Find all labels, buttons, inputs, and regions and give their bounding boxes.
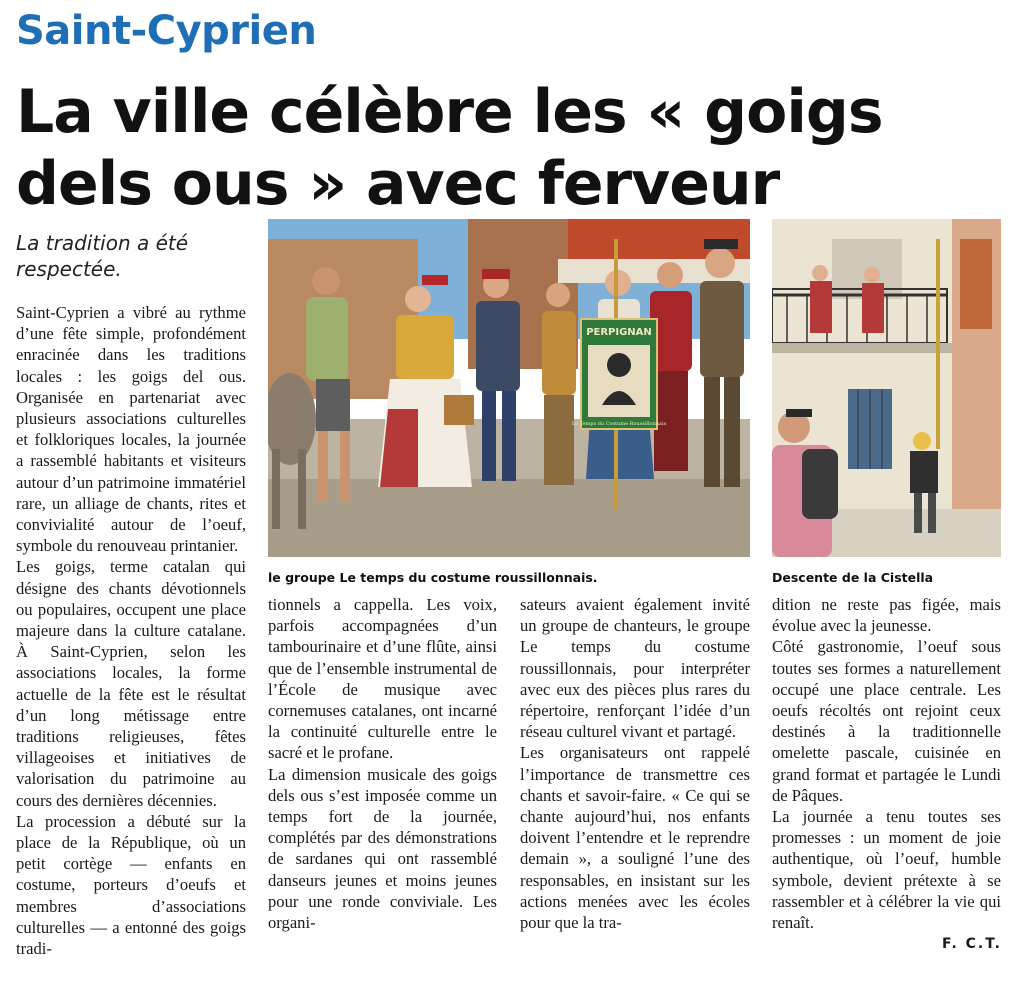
- body-column-2: [268, 594, 497, 933]
- body-column-1: [16, 302, 246, 959]
- paragraph: La procession a débuté sur la place de la République, où un petit cortège — enfants en costume, porteurs d’oeufs et membres d’associations culturelles — a entonné des goigs tradi-: [16, 811, 246, 959]
- article-headline: La ville célèbre les « goigs dels ous » avec ferveur: [16, 77, 883, 219]
- banner-title: PERPIGNAN: [586, 327, 652, 338]
- paragraph: Les organisateurs ont rappelé l’importance de transmettre ces chants et savoir-faire. « Ce qui se chante aujourd’hui, nos enfants doivent l’entendre et le reprendre demain », a souligné l’une des responsables, en insistant sur les actions menées avec les écoles pour que la tra-: [520, 743, 750, 933]
- paragraph: tionnels a cappella. Les voix, parfois accompagnées d’un tambourinaire et d’une flûte, ainsi que de l’ensemble instrumental de l’École de musique avec cornemuses catalanes, ont incarné la continuité culturelle entre le sacré et le profane.: [268, 595, 497, 763]
- cistella-photo-caption: Descente de la Cistella: [772, 570, 934, 585]
- paragraph: Saint-Cyprien a vibré au rythme d’une fête simple, profondément enracinée dans les traditions locales : les goigs del ous. Organisée en partenariat avec plusieurs associations culturelles et folkloriques locales, la journée a rassemblé habitants et visiteurs autour d’un patrimoine immatériel rare, un alliage de chants, rites et convivialité autour de l’oeuf, symbole du renouveau printanier.: [16, 303, 246, 556]
- body-column-3: [520, 594, 750, 933]
- body-column-4: [772, 594, 1001, 933]
- paragraph: dition ne reste pas figée, mais évolue avec la jeunesse.: [772, 595, 1001, 636]
- group-photo: [268, 219, 750, 557]
- paragraph: sateurs avaient également invité un groupe de chanteurs, le groupe Le temps du costume roussillonnais, pour interpréter avec eux des pièces plus rares du répertoire, renforçant l’idée d’un réseau culturel vivant et partagé.: [520, 595, 750, 742]
- paragraph: La dimension musicale des goigs dels ous s’est imposée comme un temps fort de la journée, complétés par des démonstrations de sardanes qui ont rassemblé danseurs jeunes et moins jeunes pour une ronde conviviale. Les organi-: [268, 764, 497, 933]
- group-photo-caption: le groupe Le temps du costume roussillonnais.: [268, 570, 598, 585]
- author-signature: F. C.T.: [941, 936, 1002, 952]
- paragraph: Les goigs, terme catalan qui désigne des chants dévotionnels ou populaires, occupent une place majeure dans la culture catalane. À Saint-Cyprien, selon les associations locales, la forme actuelle de la fête est le résultat d’un long métissage entre traditions religieuses, fêtes villageoises et initiatives de valorisation du patrimoine au cours des dernières décennies.: [16, 557, 246, 810]
- article-kicker: Saint-Cyprien: [16, 8, 317, 54]
- paragraph: La journée a tenu toutes ses promesses : un moment de joie authentique, où l’oeuf, humble symbole, devient prétexte à se rassembler et à célébrer la vie qui renaît.: [772, 807, 1001, 933]
- paragraph: Côté gastronomie, l’oeuf sous toutes ses formes a naturellement occupé une place centrale. Les oeufs récoltés ont rejoint ceux destinés à la traditionnelle omelette pascale, cuisinée en grand format et partagée le Lundi de Pâques.: [772, 637, 1001, 805]
- cistella-photo: [772, 219, 1001, 557]
- article-standfirst: La tradition a été respectée.: [16, 231, 189, 281]
- banner-text: Le Temps du Costume Roussillonnais: [571, 421, 667, 427]
